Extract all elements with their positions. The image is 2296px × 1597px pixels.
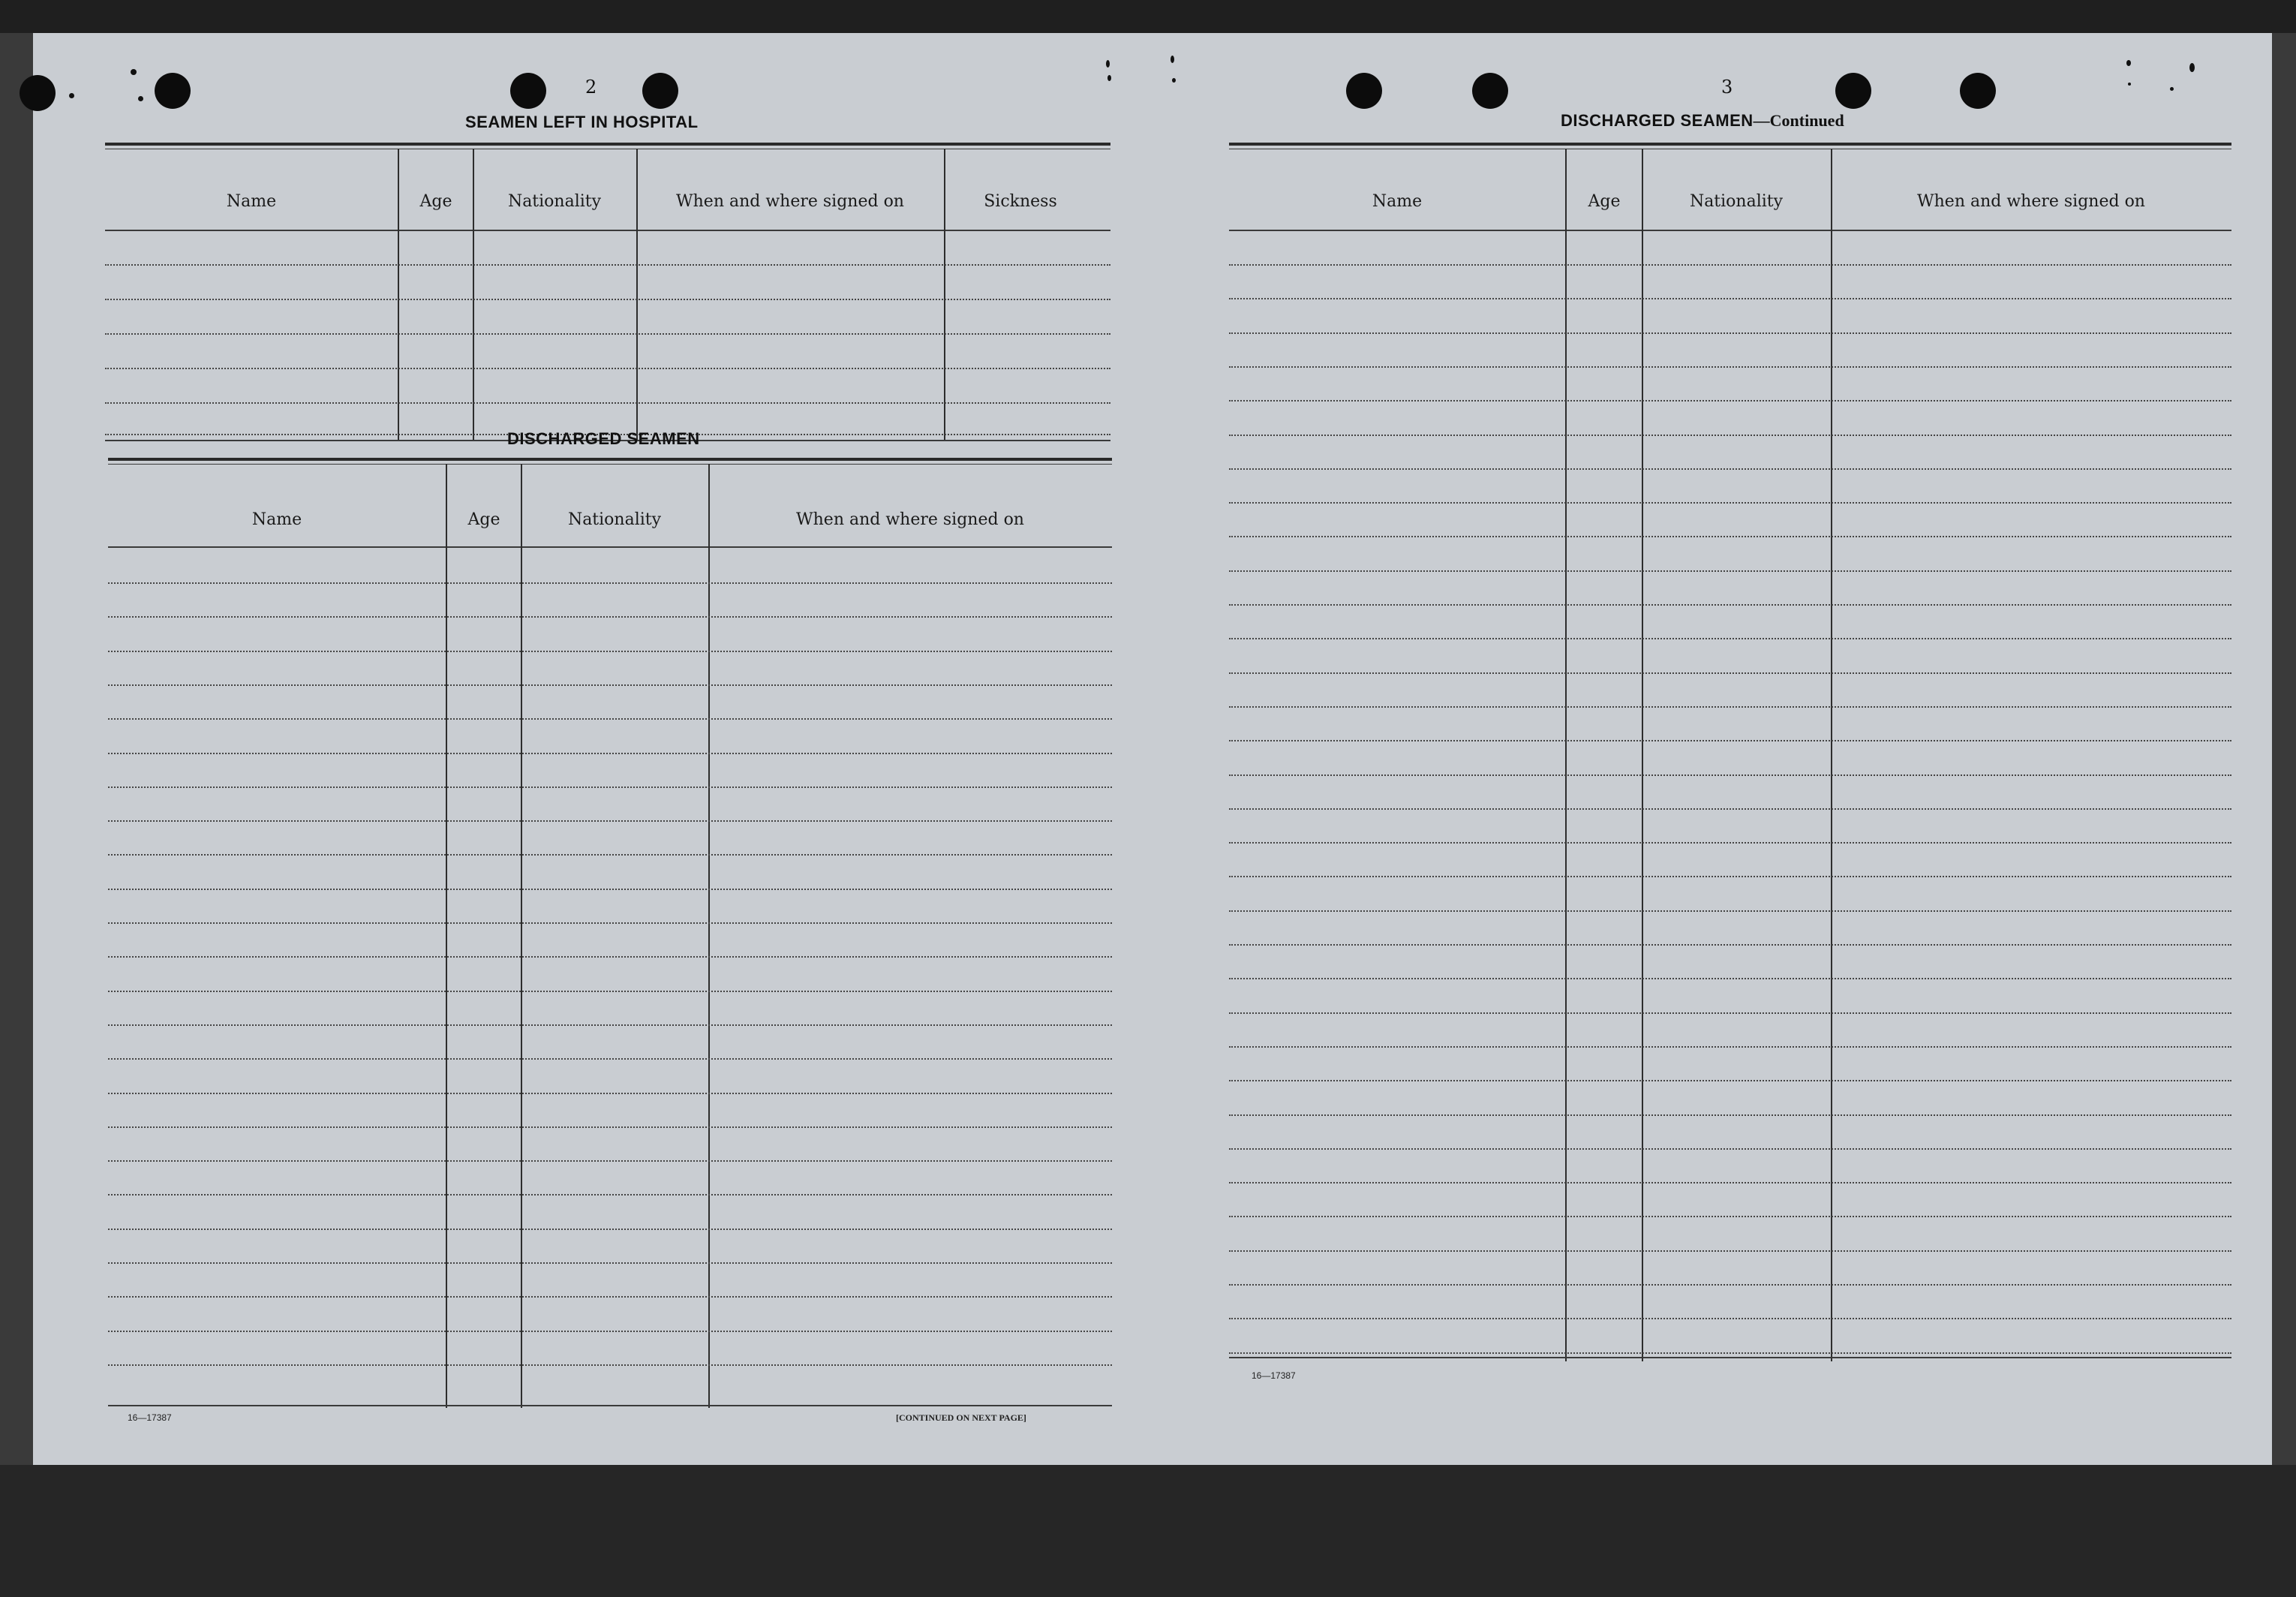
punch-hole bbox=[155, 73, 191, 109]
blank-row-line bbox=[1229, 1250, 2231, 1252]
col-header-nationality: Nationality bbox=[1689, 192, 1784, 211]
header-bottom-rule bbox=[108, 546, 1112, 548]
discharged-section-title: DISCHARGED SEAMEN bbox=[507, 429, 700, 448]
scan-border-bottom bbox=[0, 1465, 2296, 1597]
blank-row-line bbox=[1229, 1318, 2231, 1319]
blank-row-line bbox=[108, 1024, 1112, 1026]
hospital-table bbox=[105, 143, 1110, 441]
col-header-when-where: When and where signed on bbox=[796, 510, 1024, 529]
col-header-when-where: When and where signed on bbox=[676, 192, 904, 211]
blank-row-line bbox=[108, 1194, 1112, 1195]
table-bottom-rule bbox=[1229, 1357, 2231, 1358]
blank-row-line bbox=[1229, 570, 2231, 572]
scan-border-top bbox=[0, 0, 2296, 33]
blank-row-line bbox=[108, 718, 1112, 720]
table-top-rule bbox=[108, 464, 1112, 465]
page-number-left: 2 bbox=[585, 77, 597, 98]
blank-row-line bbox=[1229, 366, 2231, 368]
blank-row-line bbox=[1229, 332, 2231, 334]
discharged-table-left bbox=[108, 458, 1112, 1408]
discharged-table-right bbox=[1229, 143, 2231, 1361]
blank-row-line bbox=[108, 1126, 1112, 1128]
column-divider bbox=[473, 149, 474, 441]
blank-row-line bbox=[108, 991, 1112, 992]
form-number-left: 16—17387 bbox=[128, 1412, 172, 1423]
blank-row-line bbox=[108, 956, 1112, 958]
column-divider bbox=[708, 464, 710, 1408]
blank-row-line bbox=[1229, 1216, 2231, 1217]
blank-row-line bbox=[1229, 638, 2231, 639]
header-bottom-rule bbox=[105, 230, 1110, 231]
column-divider bbox=[521, 464, 522, 1408]
blank-row-line bbox=[108, 1364, 1112, 1366]
blank-row-line bbox=[108, 854, 1112, 856]
column-divider bbox=[944, 149, 945, 441]
blank-row-line bbox=[1229, 1046, 2231, 1048]
speck bbox=[2128, 83, 2131, 86]
speck bbox=[2170, 87, 2174, 91]
blank-row-line bbox=[1229, 502, 2231, 504]
blank-row-line bbox=[108, 922, 1112, 924]
speck bbox=[138, 96, 143, 101]
col-header-sickness: Sickness bbox=[984, 192, 1057, 211]
blank-row-line bbox=[105, 299, 1110, 300]
blank-row-line bbox=[1229, 672, 2231, 674]
column-divider bbox=[398, 149, 399, 441]
speck bbox=[1172, 78, 1176, 83]
column-divider bbox=[636, 149, 638, 441]
discharged-continued-title bbox=[1561, 111, 1844, 131]
blank-row-line bbox=[1229, 774, 2231, 776]
col-header-nationality: Nationality bbox=[507, 192, 602, 211]
section-title-suffix: —Continued bbox=[1753, 111, 1844, 130]
column-divider bbox=[1642, 149, 1643, 1361]
table-top-rule bbox=[1229, 143, 2231, 146]
blank-row-line bbox=[108, 1296, 1112, 1298]
speck bbox=[131, 69, 137, 75]
table-bottom-rule bbox=[108, 1405, 1112, 1406]
form-number-right: 16—17387 bbox=[1252, 1370, 1296, 1381]
blank-row-line bbox=[108, 616, 1112, 618]
punch-hole bbox=[1472, 73, 1508, 109]
blank-row-line bbox=[1229, 400, 2231, 402]
blank-row-line bbox=[1229, 264, 2231, 266]
hospital-section-title: SEAMEN LEFT IN HOSPITAL bbox=[465, 113, 699, 131]
blank-row-line bbox=[1229, 1012, 2231, 1014]
blank-row-line bbox=[1229, 1148, 2231, 1150]
speck bbox=[1171, 56, 1174, 63]
blank-row-line bbox=[1229, 1114, 2231, 1116]
table-top-rule bbox=[108, 458, 1112, 461]
speck bbox=[1107, 75, 1111, 81]
blank-row-line bbox=[105, 264, 1110, 266]
blank-row-line bbox=[1229, 978, 2231, 979]
table-top-rule bbox=[105, 143, 1110, 146]
column-divider bbox=[1831, 149, 1832, 1361]
speck bbox=[2126, 60, 2131, 66]
column-divider bbox=[446, 464, 447, 1408]
section-title-main: DISCHARGED SEAMEN bbox=[1561, 111, 1754, 130]
col-header-nationality: Nationality bbox=[567, 510, 662, 529]
col-header-when-where: When and where signed on bbox=[1917, 192, 2145, 211]
blank-row-line bbox=[108, 1262, 1112, 1264]
blank-row-line bbox=[105, 368, 1110, 369]
blank-row-line bbox=[1229, 808, 2231, 810]
punch-hole bbox=[1346, 73, 1382, 109]
col-header-name: Name bbox=[251, 510, 302, 529]
blank-row-line bbox=[1229, 910, 2231, 912]
blank-row-line bbox=[105, 402, 1110, 404]
blank-row-line bbox=[108, 651, 1112, 652]
blank-row-line bbox=[1229, 1080, 2231, 1081]
blank-row-line bbox=[1229, 1284, 2231, 1286]
blank-row-line bbox=[108, 582, 1112, 584]
blank-row-line bbox=[1229, 604, 2231, 606]
col-header-age: Age bbox=[1588, 192, 1621, 211]
blank-row-line bbox=[1229, 842, 2231, 844]
blank-row-line bbox=[108, 684, 1112, 686]
blank-row-line bbox=[108, 820, 1112, 822]
blank-row-line bbox=[1229, 468, 2231, 470]
blank-row-line bbox=[108, 1058, 1112, 1060]
blank-row-line bbox=[105, 333, 1110, 335]
header-bottom-rule bbox=[1229, 230, 2231, 231]
blank-row-line bbox=[108, 1331, 1112, 1332]
speck bbox=[1106, 60, 1110, 68]
blank-row-line bbox=[1229, 944, 2231, 946]
col-header-name: Name bbox=[1372, 192, 1423, 211]
punch-hole bbox=[510, 73, 546, 109]
punch-hole bbox=[1835, 73, 1871, 109]
blank-row-line bbox=[1229, 1352, 2231, 1354]
continued-note: [CONTINUED ON NEXT PAGE] bbox=[896, 1412, 1026, 1423]
blank-row-line bbox=[108, 786, 1112, 788]
blank-row-line bbox=[1229, 876, 2231, 877]
blank-row-line bbox=[108, 889, 1112, 890]
punch-hole bbox=[20, 75, 56, 111]
blank-row-line bbox=[1229, 298, 2231, 299]
blank-row-line bbox=[1229, 435, 2231, 436]
page-number-right: 3 bbox=[1721, 77, 1733, 98]
blank-row-line bbox=[1229, 536, 2231, 537]
col-header-age: Age bbox=[467, 510, 500, 529]
col-header-age: Age bbox=[419, 192, 452, 211]
blank-row-line bbox=[108, 1229, 1112, 1230]
blank-row-line bbox=[1229, 740, 2231, 741]
speck bbox=[69, 93, 74, 98]
blank-row-line bbox=[108, 753, 1112, 754]
form-sheet bbox=[33, 33, 2272, 1465]
blank-row-line bbox=[108, 1160, 1112, 1162]
column-divider bbox=[1565, 149, 1567, 1361]
col-header-name: Name bbox=[226, 192, 277, 211]
punch-hole bbox=[642, 73, 678, 109]
speck bbox=[2189, 63, 2195, 72]
blank-row-line bbox=[1229, 706, 2231, 708]
blank-row-line bbox=[1229, 1182, 2231, 1183]
punch-hole bbox=[1960, 73, 1996, 109]
blank-row-line bbox=[108, 1093, 1112, 1094]
